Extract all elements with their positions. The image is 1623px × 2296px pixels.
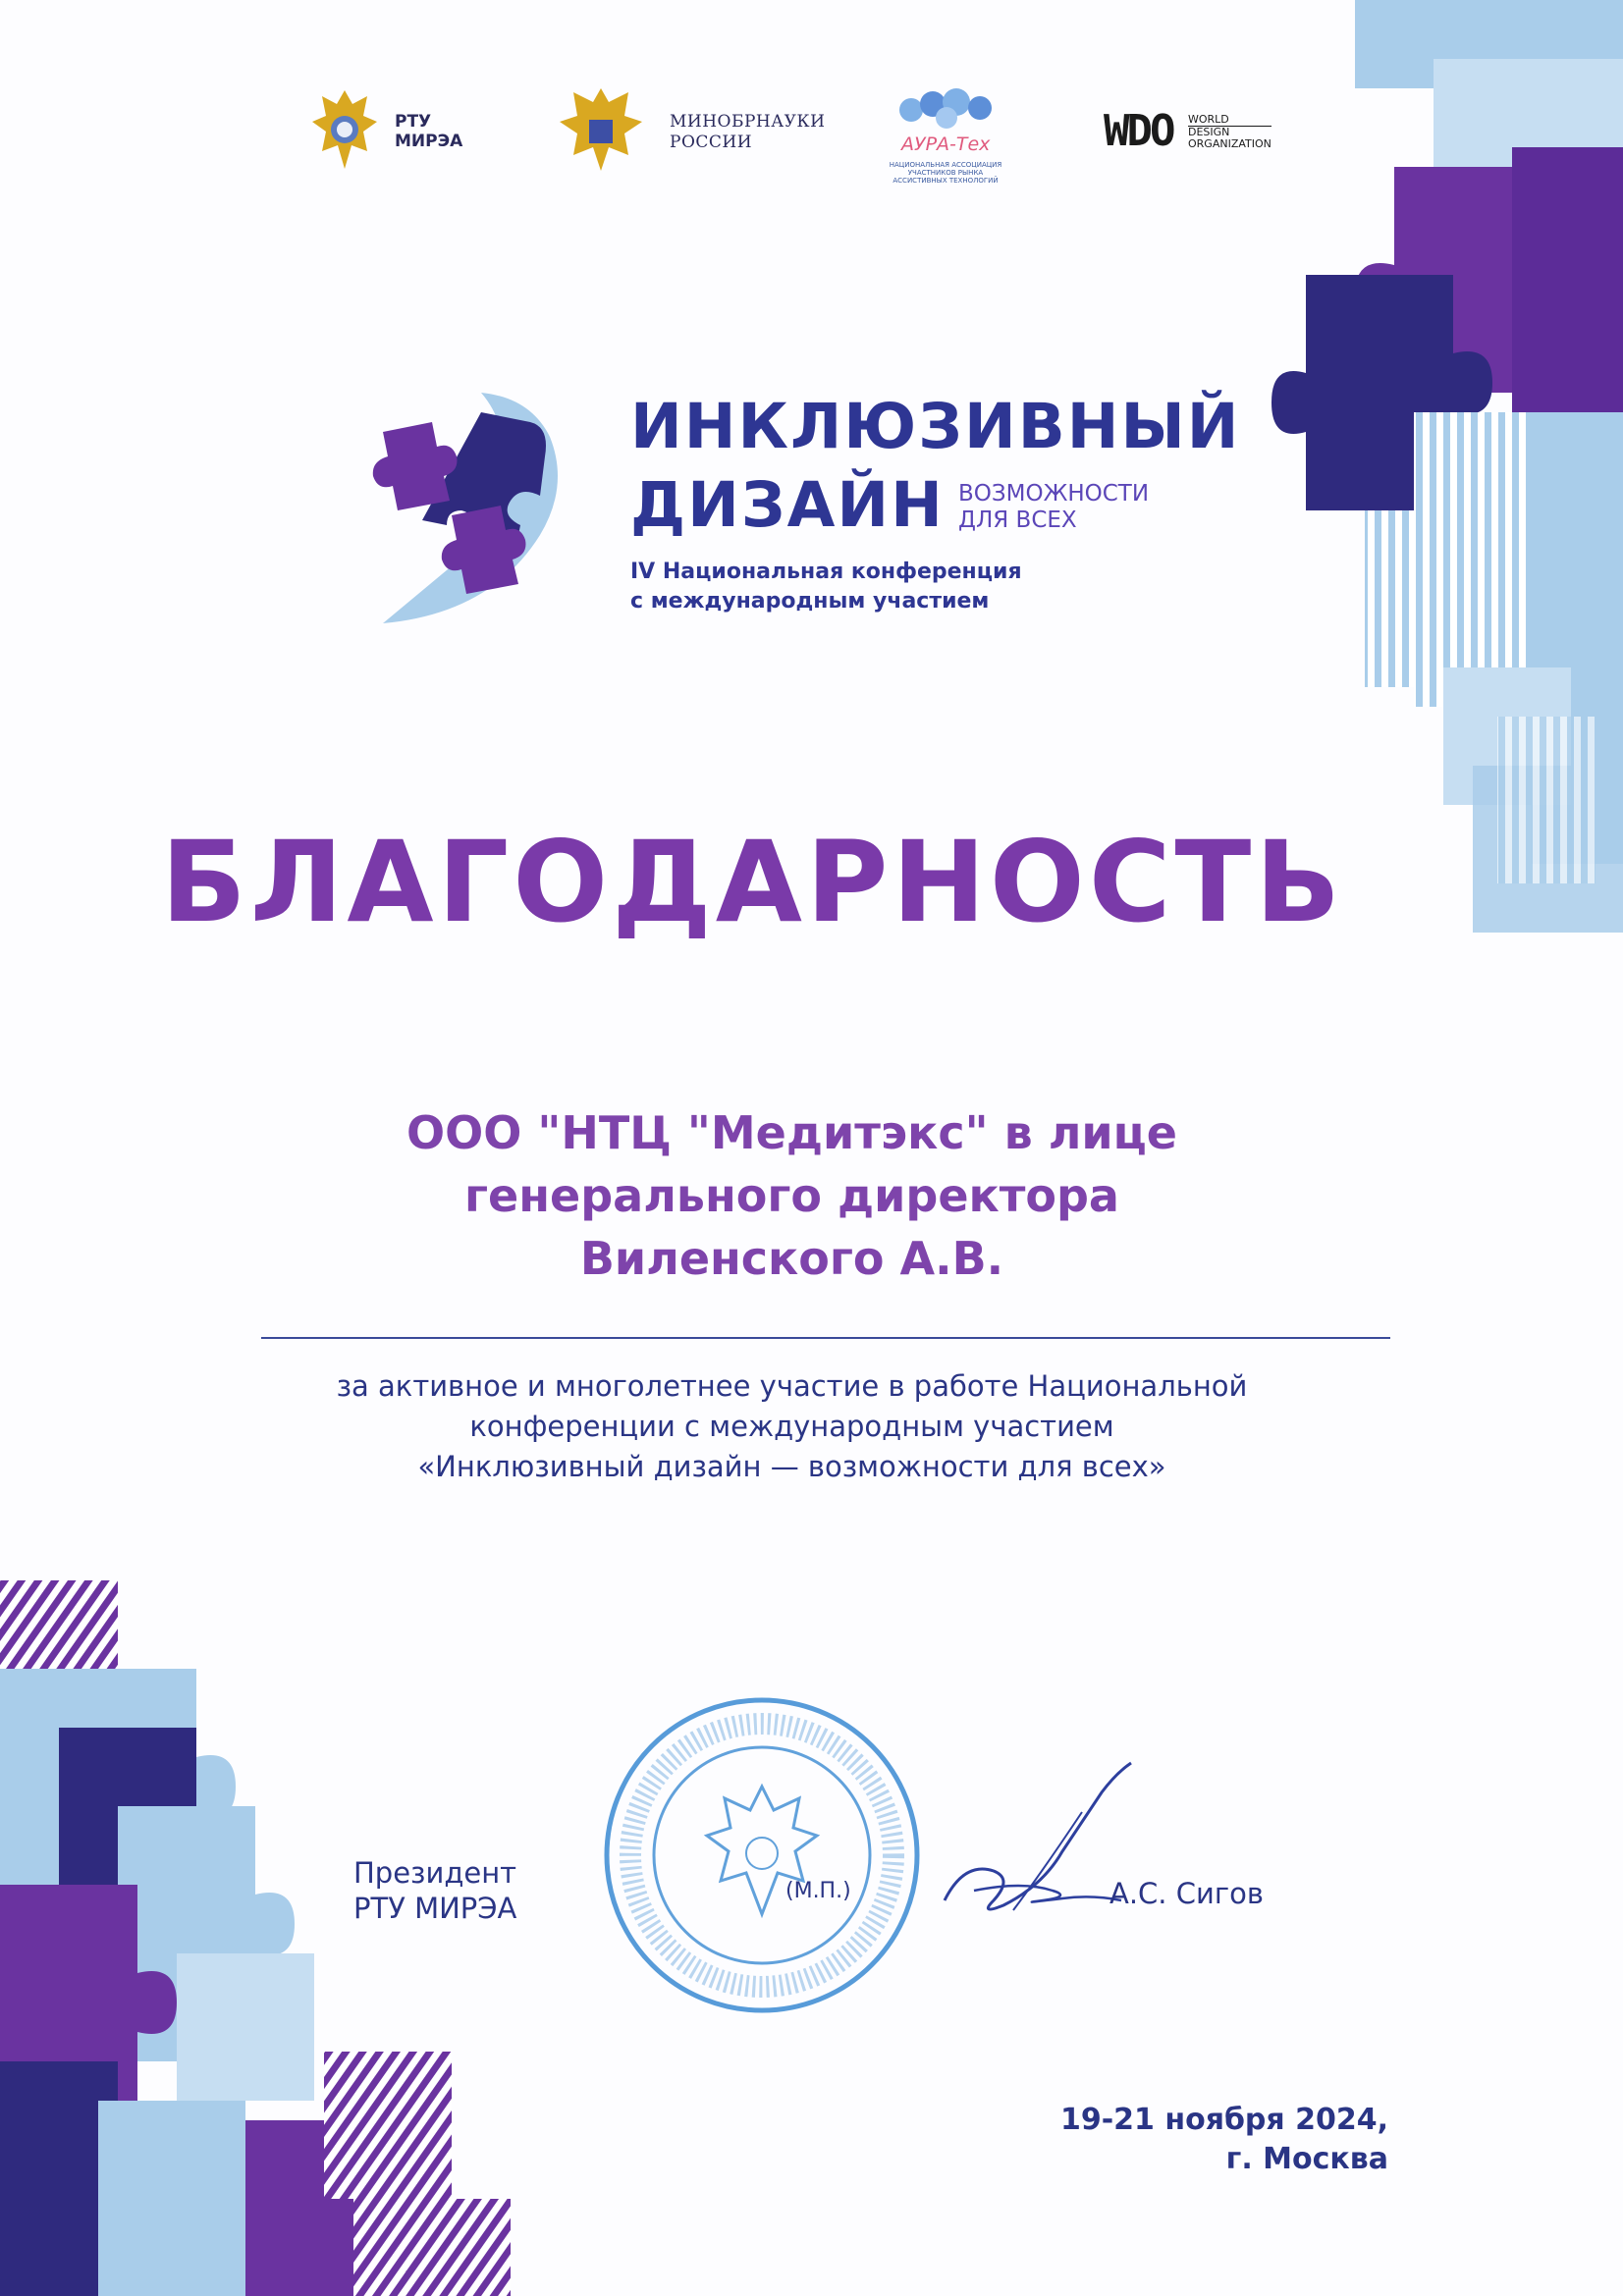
minobr-label-line2: РОССИИ <box>670 133 753 152</box>
reason-line2: конференции с международным участием <box>469 1410 1114 1443</box>
aura-line2: УЧАСТНИКОВ РЫНКА <box>907 169 984 177</box>
puzzle-swirl-logo-icon <box>353 388 579 633</box>
logo-minobrnauki <box>556 82 826 181</box>
recipient-line3: Виленского А.В. <box>579 1232 1004 1285</box>
recipient-line1: ООО "НТЦ "Медитэкс" в лице <box>406 1106 1177 1159</box>
aura-title: АУРА-Тех <box>901 133 991 155</box>
conference-tagline-line2: ДЛЯ ВСЕХ <box>958 507 1077 533</box>
wdo-wordmark: WDO <box>1104 106 1173 156</box>
event-city: г. Москва <box>1225 2142 1388 2176</box>
aura-line1: НАЦИОНАЛЬНАЯ АССОЦИАЦИЯ <box>889 161 1002 169</box>
dots-cloud-icon <box>897 82 996 132</box>
recipient-line2: генерального директора <box>464 1169 1119 1222</box>
logo-aura-tech <box>880 82 1017 190</box>
eagle-emblem-icon <box>556 82 646 177</box>
stamp-placeholder: (М.П.) <box>785 1879 851 1903</box>
recipient-block <box>0 1101 1603 1290</box>
official-seal-stamp-icon <box>595 1688 929 2022</box>
conference-tagline-line1: ВОЗМОЖНОСТИ <box>958 481 1150 507</box>
logo-wdo <box>1104 106 1280 165</box>
divider-line <box>261 1337 1390 1339</box>
minobr-label-line1: МИНОБРНАУКИ <box>670 112 826 132</box>
wdo-line3: ORGANIZATION <box>1188 137 1271 150</box>
reason-line1: за активное и многолетнее участие в работе Национальной <box>336 1369 1248 1403</box>
signatory-role-line2: РТУ МИРЭА <box>353 1892 517 1925</box>
conference-title-line2: ДИЗАЙН <box>630 469 945 541</box>
signatory-role-line1: Президент <box>353 1856 517 1890</box>
event-date-block <box>982 2101 1388 2179</box>
rtu-label-line2: МИРЭА <box>395 132 463 151</box>
rtu-label-line1: РТУ <box>395 112 432 132</box>
signatory-name: А.С. Сигов <box>1109 1877 1264 1910</box>
certificate-heading: БЛАГОДАРНОСТЬ <box>160 817 1345 947</box>
aura-line3: АССИСТИВНЫХ ТЕХНОЛОГИЙ <box>893 177 999 185</box>
conference-subtitle-line1: IV Национальная конференция <box>630 560 1022 584</box>
conference-title-line1: ИНКЛЮЗИВНЫЙ <box>630 391 1241 462</box>
wdo-line1: WORLD <box>1188 114 1271 127</box>
logo-rtu-mirea <box>308 82 495 181</box>
event-date: 19-21 ноября 2024, <box>1059 2103 1388 2137</box>
reason-block <box>0 1366 1603 1487</box>
reason-line3: «Инклюзивный дизайн — возможности для всех» <box>417 1450 1166 1483</box>
wdo-line2: DESIGN <box>1188 126 1230 138</box>
eagle-emblem-icon <box>308 82 381 177</box>
conference-subtitle-line2: с международным участием <box>630 589 990 614</box>
